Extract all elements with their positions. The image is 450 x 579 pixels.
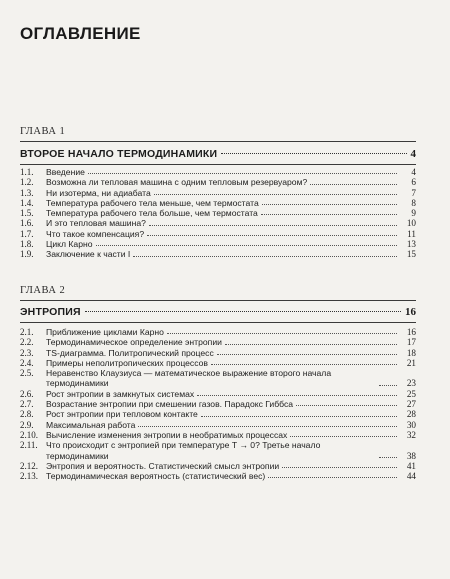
entry-page: 10 [406, 218, 416, 229]
entry-number: 2.11. [20, 440, 38, 451]
entry-title: Вычисление изменения энтропии в необратимых процессах [46, 429, 288, 440]
entry-title: Рост энтропии при тепловом контакте [46, 409, 198, 420]
entry-title: Что такое компенсация? [46, 228, 145, 239]
entry-number: 2.8. [20, 409, 34, 420]
entry-title: Возрастание энтропии при смешении газов. Парадокс Гиббса [46, 399, 294, 410]
toc-entry[interactable] [20, 399, 416, 409]
entry-number: 2.5. [20, 368, 34, 379]
entry-body [46, 327, 400, 337]
entry-body [46, 348, 400, 358]
leader-dots [96, 245, 397, 246]
chapter-1-entries [20, 167, 416, 260]
toc-entry[interactable] [20, 430, 416, 440]
entry-title: Цикл Карно [46, 239, 93, 250]
entry-title: Ни изотерма, ни адиабата [46, 187, 151, 198]
entry-number: 1.1. [20, 167, 34, 177]
toc-entry[interactable] [20, 461, 416, 471]
entry-title: И это тепловая машина? [46, 218, 146, 229]
chapter-1-label: ГЛАВА 1 [20, 126, 66, 137]
entry-number: 2.7. [20, 399, 34, 410]
entry-number: 2.2. [20, 337, 34, 348]
toc-entry[interactable] [20, 409, 416, 419]
entry-page: 28 [406, 409, 416, 420]
leader-dots [138, 426, 397, 427]
entry-title: Энтропия и вероятность. Статистический смысл энтропии [46, 460, 280, 471]
entry-title: Приближение циклами Карно [46, 327, 164, 337]
chapter-1-title: ВТОРОЕ НАЧАЛО ТЕРМОДИНАМИКИ [20, 148, 218, 160]
entry-page: 41 [406, 460, 416, 471]
entry-title: Примеры неполитропических процессов [46, 357, 208, 368]
entry-page: 9 [411, 208, 416, 219]
toc-entry[interactable] [20, 358, 416, 368]
toc-entry[interactable] [20, 440, 416, 461]
entry-title: Температура рабочего тела больше, чем термостата [46, 208, 258, 219]
entry-number: 2.6. [20, 388, 34, 399]
leader-dots [149, 225, 397, 226]
toc-entry[interactable] [20, 389, 416, 399]
leader-dots [211, 364, 397, 365]
leader-dots [379, 385, 397, 386]
entry-body [46, 440, 400, 461]
entry-body [46, 177, 400, 187]
entry-title: Что происходит с энтропией при температуре T → 0? Третье начало термодинамики [46, 440, 321, 461]
entry-number: 2.10. [20, 429, 38, 440]
chapter-1-bottom-rule [20, 164, 416, 165]
leader-dots [310, 184, 397, 185]
entry-body [46, 337, 400, 347]
entry-number: 1.9. [20, 249, 34, 260]
entry-number: 2.4. [20, 357, 34, 368]
chapter-1-title-row[interactable] [20, 148, 416, 160]
chapter-1-page: 4 [410, 148, 416, 160]
entry-number: 1.4. [20, 197, 34, 208]
entry-body [46, 461, 400, 471]
page-title: ОГЛАВЛЕНИЕ [20, 24, 141, 43]
entry-page: 44 [406, 471, 416, 482]
chapter-2-entries [20, 327, 416, 481]
entry-body [46, 430, 400, 440]
entry-title: Термодинамическая вероятность (статистический вес) [46, 471, 266, 482]
leader-dots [296, 405, 397, 406]
entry-body [46, 218, 400, 228]
leader-dots [268, 477, 397, 478]
leader-dots [201, 416, 397, 417]
chapter-2-page: 16 [405, 306, 416, 318]
toc-entry[interactable] [20, 239, 416, 249]
entry-body [46, 188, 400, 198]
leader-dots [167, 333, 397, 334]
leader-dots [85, 311, 401, 312]
entry-page: 13 [406, 239, 416, 250]
chapter-2-label: ГЛАВА 2 [20, 285, 66, 296]
entry-body [46, 167, 400, 177]
entry-body [46, 409, 400, 419]
entry-page: 7 [411, 187, 416, 198]
entry-title: Введение [46, 167, 85, 177]
chapter-1-top-rule [20, 141, 416, 142]
leader-dots [262, 204, 397, 205]
entry-body [46, 358, 400, 368]
leader-dots [290, 436, 397, 437]
entry-page: 25 [406, 388, 416, 399]
entry-page: 6 [411, 177, 416, 188]
entry-body [46, 198, 400, 208]
leader-dots [217, 354, 397, 355]
toc-entry[interactable] [20, 218, 416, 228]
toc-entry[interactable] [20, 348, 416, 358]
entry-number: 2.9. [20, 419, 34, 430]
chapter-2-top-rule [20, 300, 416, 301]
toc-entry[interactable] [20, 167, 416, 177]
leader-dots [88, 173, 397, 174]
entry-body [46, 249, 400, 259]
entry-title: Максимальная работа [46, 419, 136, 430]
entry-number: 2.3. [20, 347, 34, 358]
toc-entry[interactable] [20, 420, 416, 430]
entry-number: 1.5. [20, 208, 34, 219]
entry-number: 1.2. [20, 177, 34, 188]
entry-body [46, 389, 400, 399]
entry-body [46, 368, 400, 389]
entry-page: 11 [407, 228, 416, 239]
chapter-2-title-row[interactable] [20, 306, 416, 318]
leader-dots [261, 214, 397, 215]
entry-body [46, 399, 400, 409]
entry-title: Термодинамическое определение энтропии [46, 337, 222, 348]
entry-page: 4 [411, 167, 416, 177]
toc-entry[interactable] [20, 471, 416, 481]
toc-entry[interactable] [20, 337, 416, 347]
entry-title: Температура рабочего тела меньше, чем термостата [46, 197, 259, 208]
entry-title: Заключение к части I [46, 249, 131, 260]
chapter-2-title: ЭНТРОПИЯ [20, 306, 81, 318]
entry-number: 1.3. [20, 187, 34, 198]
entry-page: 38 [406, 450, 416, 461]
entry-number: 2.1. [20, 327, 34, 337]
entry-body [46, 471, 400, 481]
entry-number: 2.12. [20, 460, 38, 471]
entry-number: 1.8. [20, 239, 34, 250]
entry-page: 17 [406, 337, 416, 348]
entry-page: 16 [406, 327, 416, 337]
toc-entry[interactable] [20, 368, 416, 389]
toc-entry[interactable] [20, 198, 416, 208]
entry-body [46, 239, 400, 249]
entry-page: 15 [406, 249, 416, 260]
leader-dots [282, 467, 397, 468]
leader-dots [133, 256, 397, 257]
entry-page: 8 [411, 197, 416, 208]
toc-entry[interactable] [20, 208, 416, 218]
entry-body [46, 208, 400, 218]
entry-body [46, 229, 400, 239]
entry-title: TS-диаграмма. Политропический процесс [46, 347, 214, 358]
chapter-2-bottom-rule [20, 322, 416, 323]
entry-number: 1.6. [20, 218, 34, 229]
entry-number: 1.7. [20, 228, 34, 239]
toc-entry[interactable] [20, 249, 416, 259]
leader-dots [221, 153, 406, 154]
entry-title: Рост энтропии в замкнутых системах [46, 388, 195, 399]
entry-page: 30 [406, 419, 416, 430]
entry-page: 27 [406, 399, 416, 410]
entry-body [46, 420, 400, 430]
toc-entry[interactable] [20, 327, 416, 337]
leader-dots [147, 235, 397, 236]
toc-entry[interactable] [20, 188, 416, 198]
entry-page: 23 [406, 378, 416, 389]
entry-page: 18 [406, 347, 416, 358]
entry-page: 32 [406, 429, 416, 440]
leader-dots [197, 395, 397, 396]
entry-title: Неравенство Клаузиуса — математическое выражение второго начала термодинамики [46, 368, 332, 389]
leader-dots [154, 194, 397, 195]
leader-dots [225, 344, 397, 345]
entry-title: Возможна ли тепловая машина с одним тепловым резервуаром? [46, 177, 308, 188]
leader-dots [379, 457, 397, 458]
entry-number: 2.13. [20, 471, 38, 482]
toc-entry[interactable] [20, 229, 416, 239]
toc-entry[interactable] [20, 177, 416, 187]
entry-page: 21 [406, 357, 416, 368]
